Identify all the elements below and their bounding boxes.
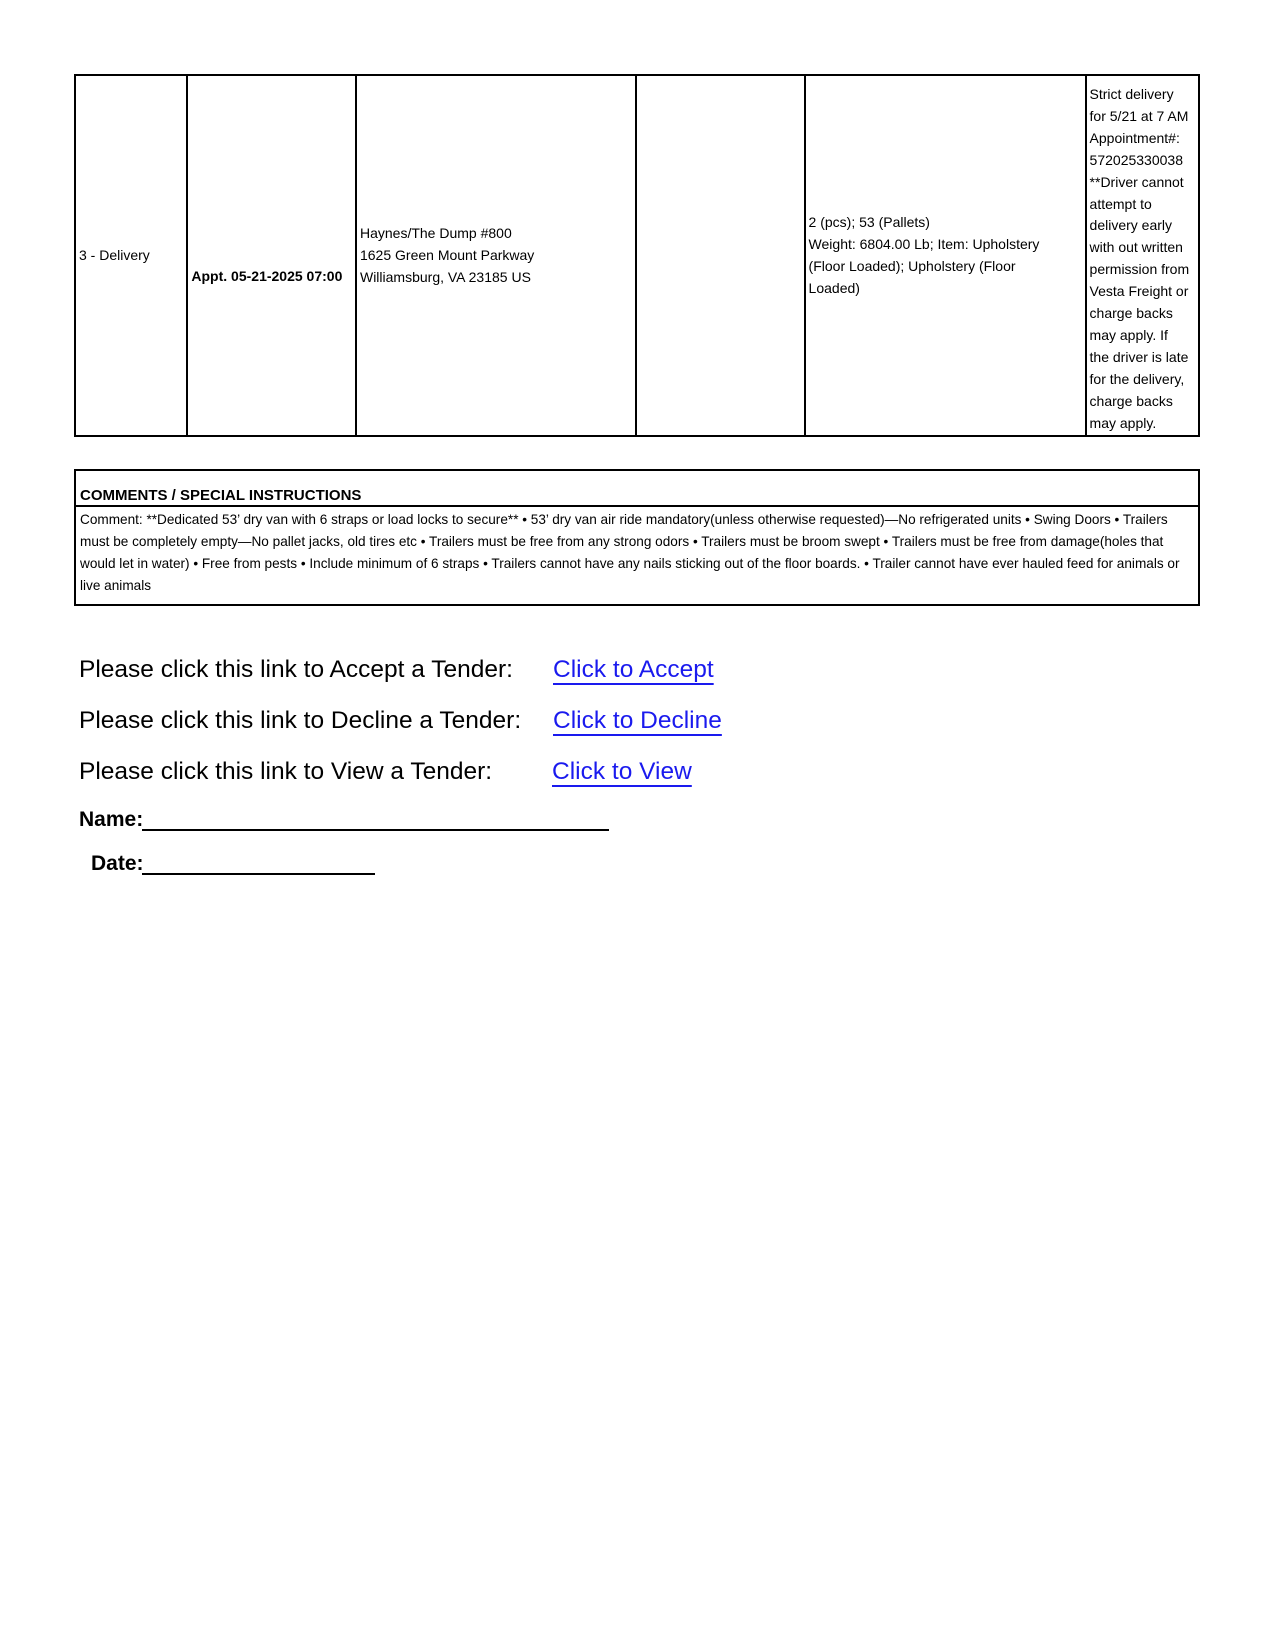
notes-line: the driver is late (1089, 348, 1189, 365)
notes-line: charge backs (1089, 305, 1173, 322)
view-prompt: Please click this link to View a Tender: (79, 758, 493, 785)
location-city: Williamsburg, VA 23185 US (359, 269, 531, 286)
commodity-line: Loaded) (808, 280, 860, 297)
notes-line: may apply. (1089, 414, 1157, 431)
date-label: Date: (91, 852, 144, 875)
location-street: 1625 Green Mount Parkway (359, 247, 535, 264)
view-link[interactable]: Click to View (552, 758, 692, 785)
location-name: Haynes/The Dump #800 (359, 225, 512, 242)
notes-line: 572025330038 (1089, 151, 1183, 168)
accept-link[interactable]: Click to Accept (553, 656, 714, 683)
name-label: Name: (79, 808, 144, 831)
delivery-notes-cell (1086, 75, 1199, 436)
decline-prompt: Please click this link to Decline a Tender: (79, 707, 522, 734)
decline-link[interactable]: Click to Decline (553, 707, 722, 734)
notes-line: permission from (1089, 261, 1190, 278)
notes-line: Appointment#: (1089, 129, 1180, 146)
stop-type-cell (75, 75, 187, 436)
comments-box (74, 469, 1200, 606)
appointment-time: Appt. 05-21-2025 07:00 (191, 268, 343, 285)
stop-table (74, 74, 1200, 437)
appointment-cell (187, 75, 356, 436)
commodity-cell (805, 75, 1086, 436)
notes-line: with out written (1089, 239, 1183, 256)
comments-body: Comment: **Dedicated 53’ dry van with 6 straps or load locks to secure** • 53’ dry van air ride mandatory(unless otherwise requested)—No refrigerated units • Swing Doors • Trailers must be completely empty—No pallet jacks, old tires etc • Trailers must be free from any strong odors • Trailers must be broom swept • Trailers must be free from damage(holes that would let in water) • Free from pests • Include minimum of 6 straps • Trailers cannot have any nails sticking out of the floor boards. • Trailer cannot have ever hauled feed for animals or live animals (80, 512, 1180, 593)
notes-line: Strict delivery (1089, 86, 1174, 102)
notes-line: **Driver cannot (1089, 173, 1184, 190)
notes-line: charge backs (1089, 392, 1173, 409)
notes-line: attempt to (1089, 195, 1152, 212)
accept-prompt: Please click this link to Accept a Tender: (79, 656, 513, 683)
notes-line: may apply. If (1089, 326, 1168, 343)
commodity-line: (Floor Loaded); Upholstery (Floor (808, 258, 1016, 275)
notes-line: delivery early (1089, 217, 1173, 234)
commodity-line: Weight: 6804.00 Lb; Item: Upholstery (808, 236, 1040, 253)
table-row (75, 75, 1199, 436)
notes-line: Vesta Freight or (1089, 283, 1189, 300)
date-field-line[interactable] (142, 873, 375, 875)
notes-line: for the delivery, (1089, 370, 1185, 387)
comments-title: COMMENTS / SPECIAL INSTRUCTIONS (76, 471, 1198, 507)
name-field-line[interactable] (142, 829, 609, 831)
empty-cell (636, 75, 805, 436)
commodity-line: 2 (pcs); 53 (Pallets) (808, 214, 930, 231)
notes-line: for 5/21 at 7 AM (1089, 107, 1189, 124)
stop-type: 3 - Delivery (79, 247, 150, 264)
location-cell (356, 75, 636, 436)
